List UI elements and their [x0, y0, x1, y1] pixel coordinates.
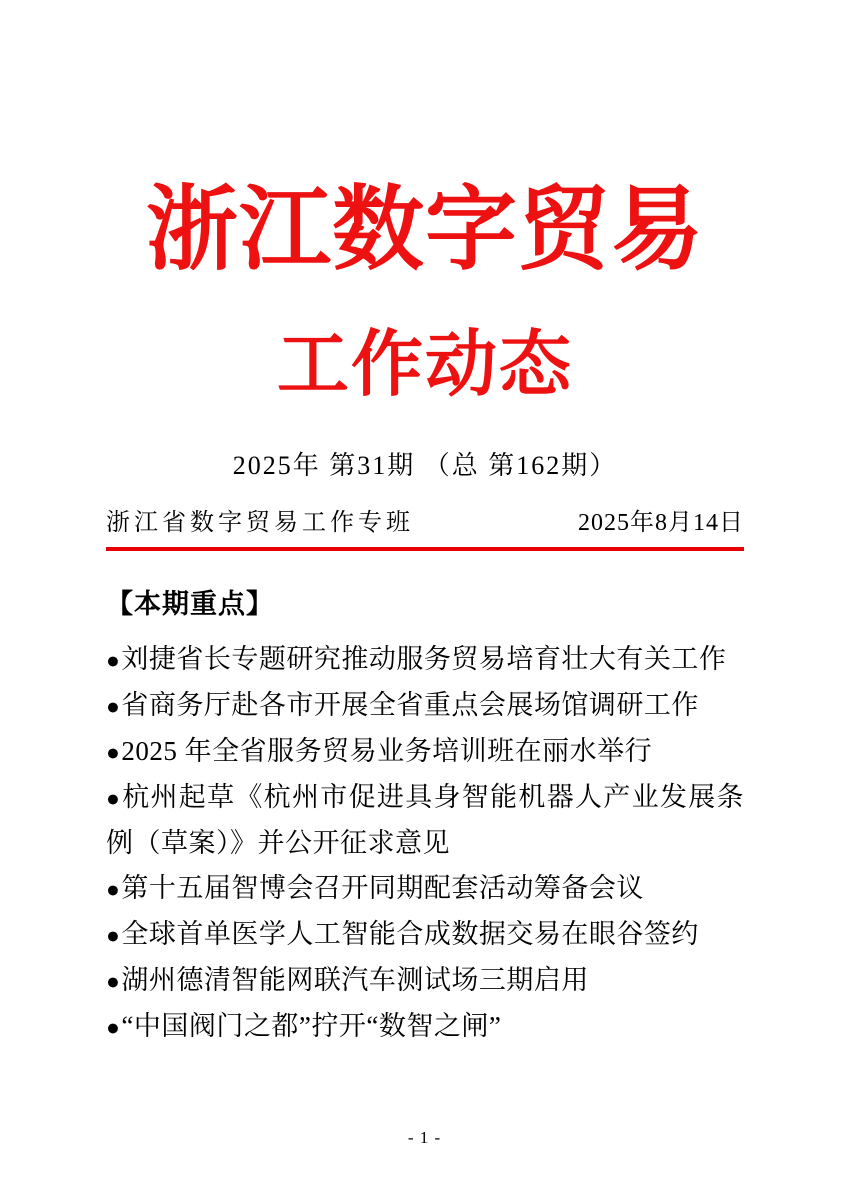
section-heading: 【本期重点】 — [106, 589, 274, 619]
highlights-section — [106, 585, 744, 1050]
highlight-item — [106, 729, 744, 775]
page-content — [0, 174, 849, 1050]
highlight-item — [106, 637, 744, 683]
page-footer — [0, 1128, 849, 1148]
highlight-text: 杭州起草《杭州市促进具身智能机器人产业发展条例（草案）》并公开征求意见 — [106, 782, 744, 858]
highlight-item — [106, 683, 744, 729]
issuing-organization: 浙江省数字贸易工作专班 — [106, 510, 414, 536]
highlight-text: 2025 年全省服务贸易业务培训班在丽水举行 — [121, 736, 653, 766]
byline-row — [106, 506, 744, 540]
highlight-text: 刘捷省长专题研究推动服务贸易培育壮大有关工作 — [121, 644, 727, 674]
red-divider-rule — [106, 547, 744, 551]
newsletter-title-line1: 浙江数字贸易 — [145, 179, 704, 281]
bullet-icon: ● — [106, 786, 122, 811]
highlight-item — [106, 958, 744, 1004]
highlight-text: 省商务厅赴各市开展全省重点会展场馆调研工作 — [121, 690, 699, 720]
highlight-text: 第十五届智博会召开同期配套活动筹备会议 — [121, 873, 644, 903]
highlight-text: “中国阀门之都”拧开“数智之闸” — [121, 1011, 502, 1041]
bullet-icon: ● — [106, 969, 121, 994]
highlight-item — [106, 1004, 744, 1050]
highlight-text: 湖州德清智能网联汽车测试场三期启用 — [121, 965, 589, 995]
bullet-icon: ● — [106, 923, 121, 948]
issue-date: 2025年8月14日 — [578, 510, 744, 536]
highlight-text: 全球首单医学人工智能合成数据交易在眼谷签约 — [121, 919, 699, 949]
highlight-item — [106, 912, 744, 958]
bullet-icon: ● — [106, 877, 121, 902]
bullet-icon: ● — [106, 648, 121, 673]
highlight-item — [106, 866, 744, 912]
masthead — [106, 174, 744, 551]
bullet-icon: ● — [106, 740, 121, 765]
bullet-icon: ● — [106, 694, 121, 719]
page-number: - 1 - — [407, 1128, 442, 1147]
highlight-item — [106, 775, 744, 866]
highlights-list — [106, 637, 744, 1050]
newsletter-title-line2: 工作动态 — [276, 325, 573, 405]
bullet-icon: ● — [106, 1015, 121, 1040]
issue-number-line: 2025年 第31期 （总 第162期） — [232, 451, 618, 480]
